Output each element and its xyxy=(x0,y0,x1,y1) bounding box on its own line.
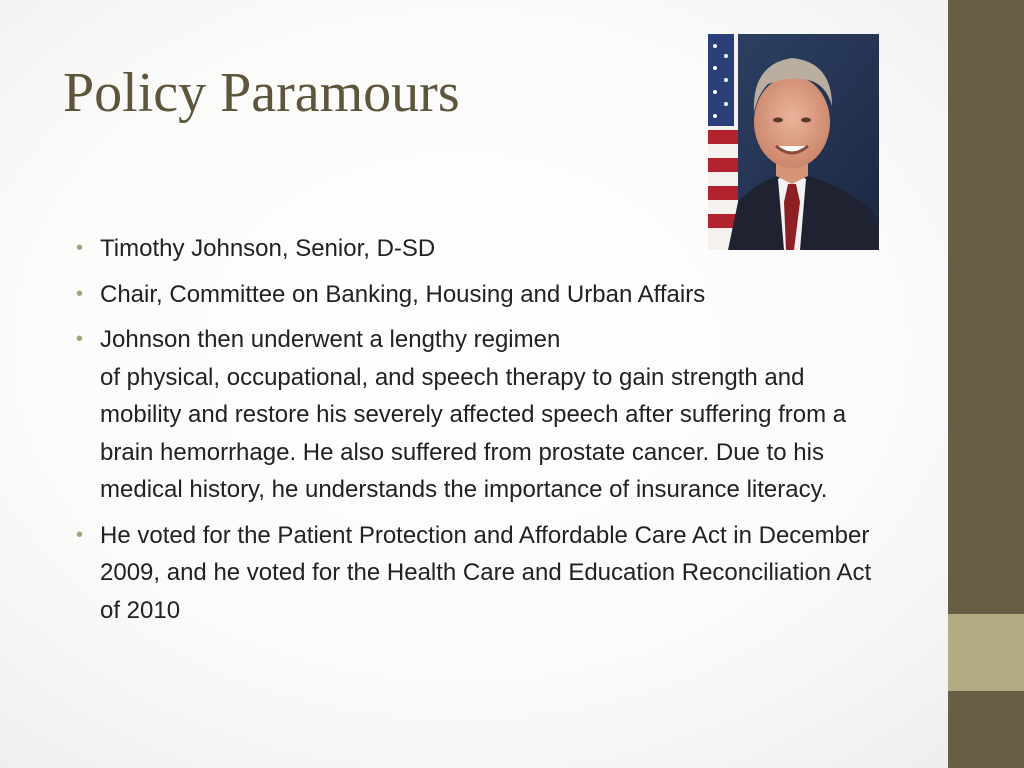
bullet-text-line: of physical, occupational, and speech therapy to gain strength and mobility and restore his severely affected speech after suffering from a brain hemorrhage. He also suffered from prostate cancer. Due to his medical history, he understands the importance of insurance literacy. xyxy=(100,363,847,503)
bullet-text: Chair, Committee on Banking, Housing and Urban Affairs xyxy=(100,280,706,308)
bullet-item xyxy=(76,230,888,268)
bullet-list xyxy=(76,230,888,637)
bullet-text: He voted for the Patient Protection and Affordable Care Act in December 2009, and he voted for the Health Care and Education Reconciliation Act of 2010 xyxy=(100,521,872,624)
bullet-item xyxy=(76,517,888,630)
portrait-photo xyxy=(708,34,879,250)
bullet-text-line: Johnson then underwent a lengthy regimen xyxy=(100,326,561,353)
flag-graphic xyxy=(708,34,738,250)
bullet-text: Timothy Johnson, Senior, D-SD xyxy=(100,235,436,262)
sidebar-accent-block xyxy=(948,614,1024,691)
bullet-item xyxy=(76,321,888,509)
portrait-illustration xyxy=(708,34,879,250)
bullet-marker: • xyxy=(76,282,84,305)
slide-title: Policy Paramours xyxy=(63,62,460,124)
bullet-marker: • xyxy=(76,328,84,350)
bullet-marker: • xyxy=(76,237,84,259)
bullet-marker: • xyxy=(76,523,84,546)
bullet-item xyxy=(76,276,888,314)
